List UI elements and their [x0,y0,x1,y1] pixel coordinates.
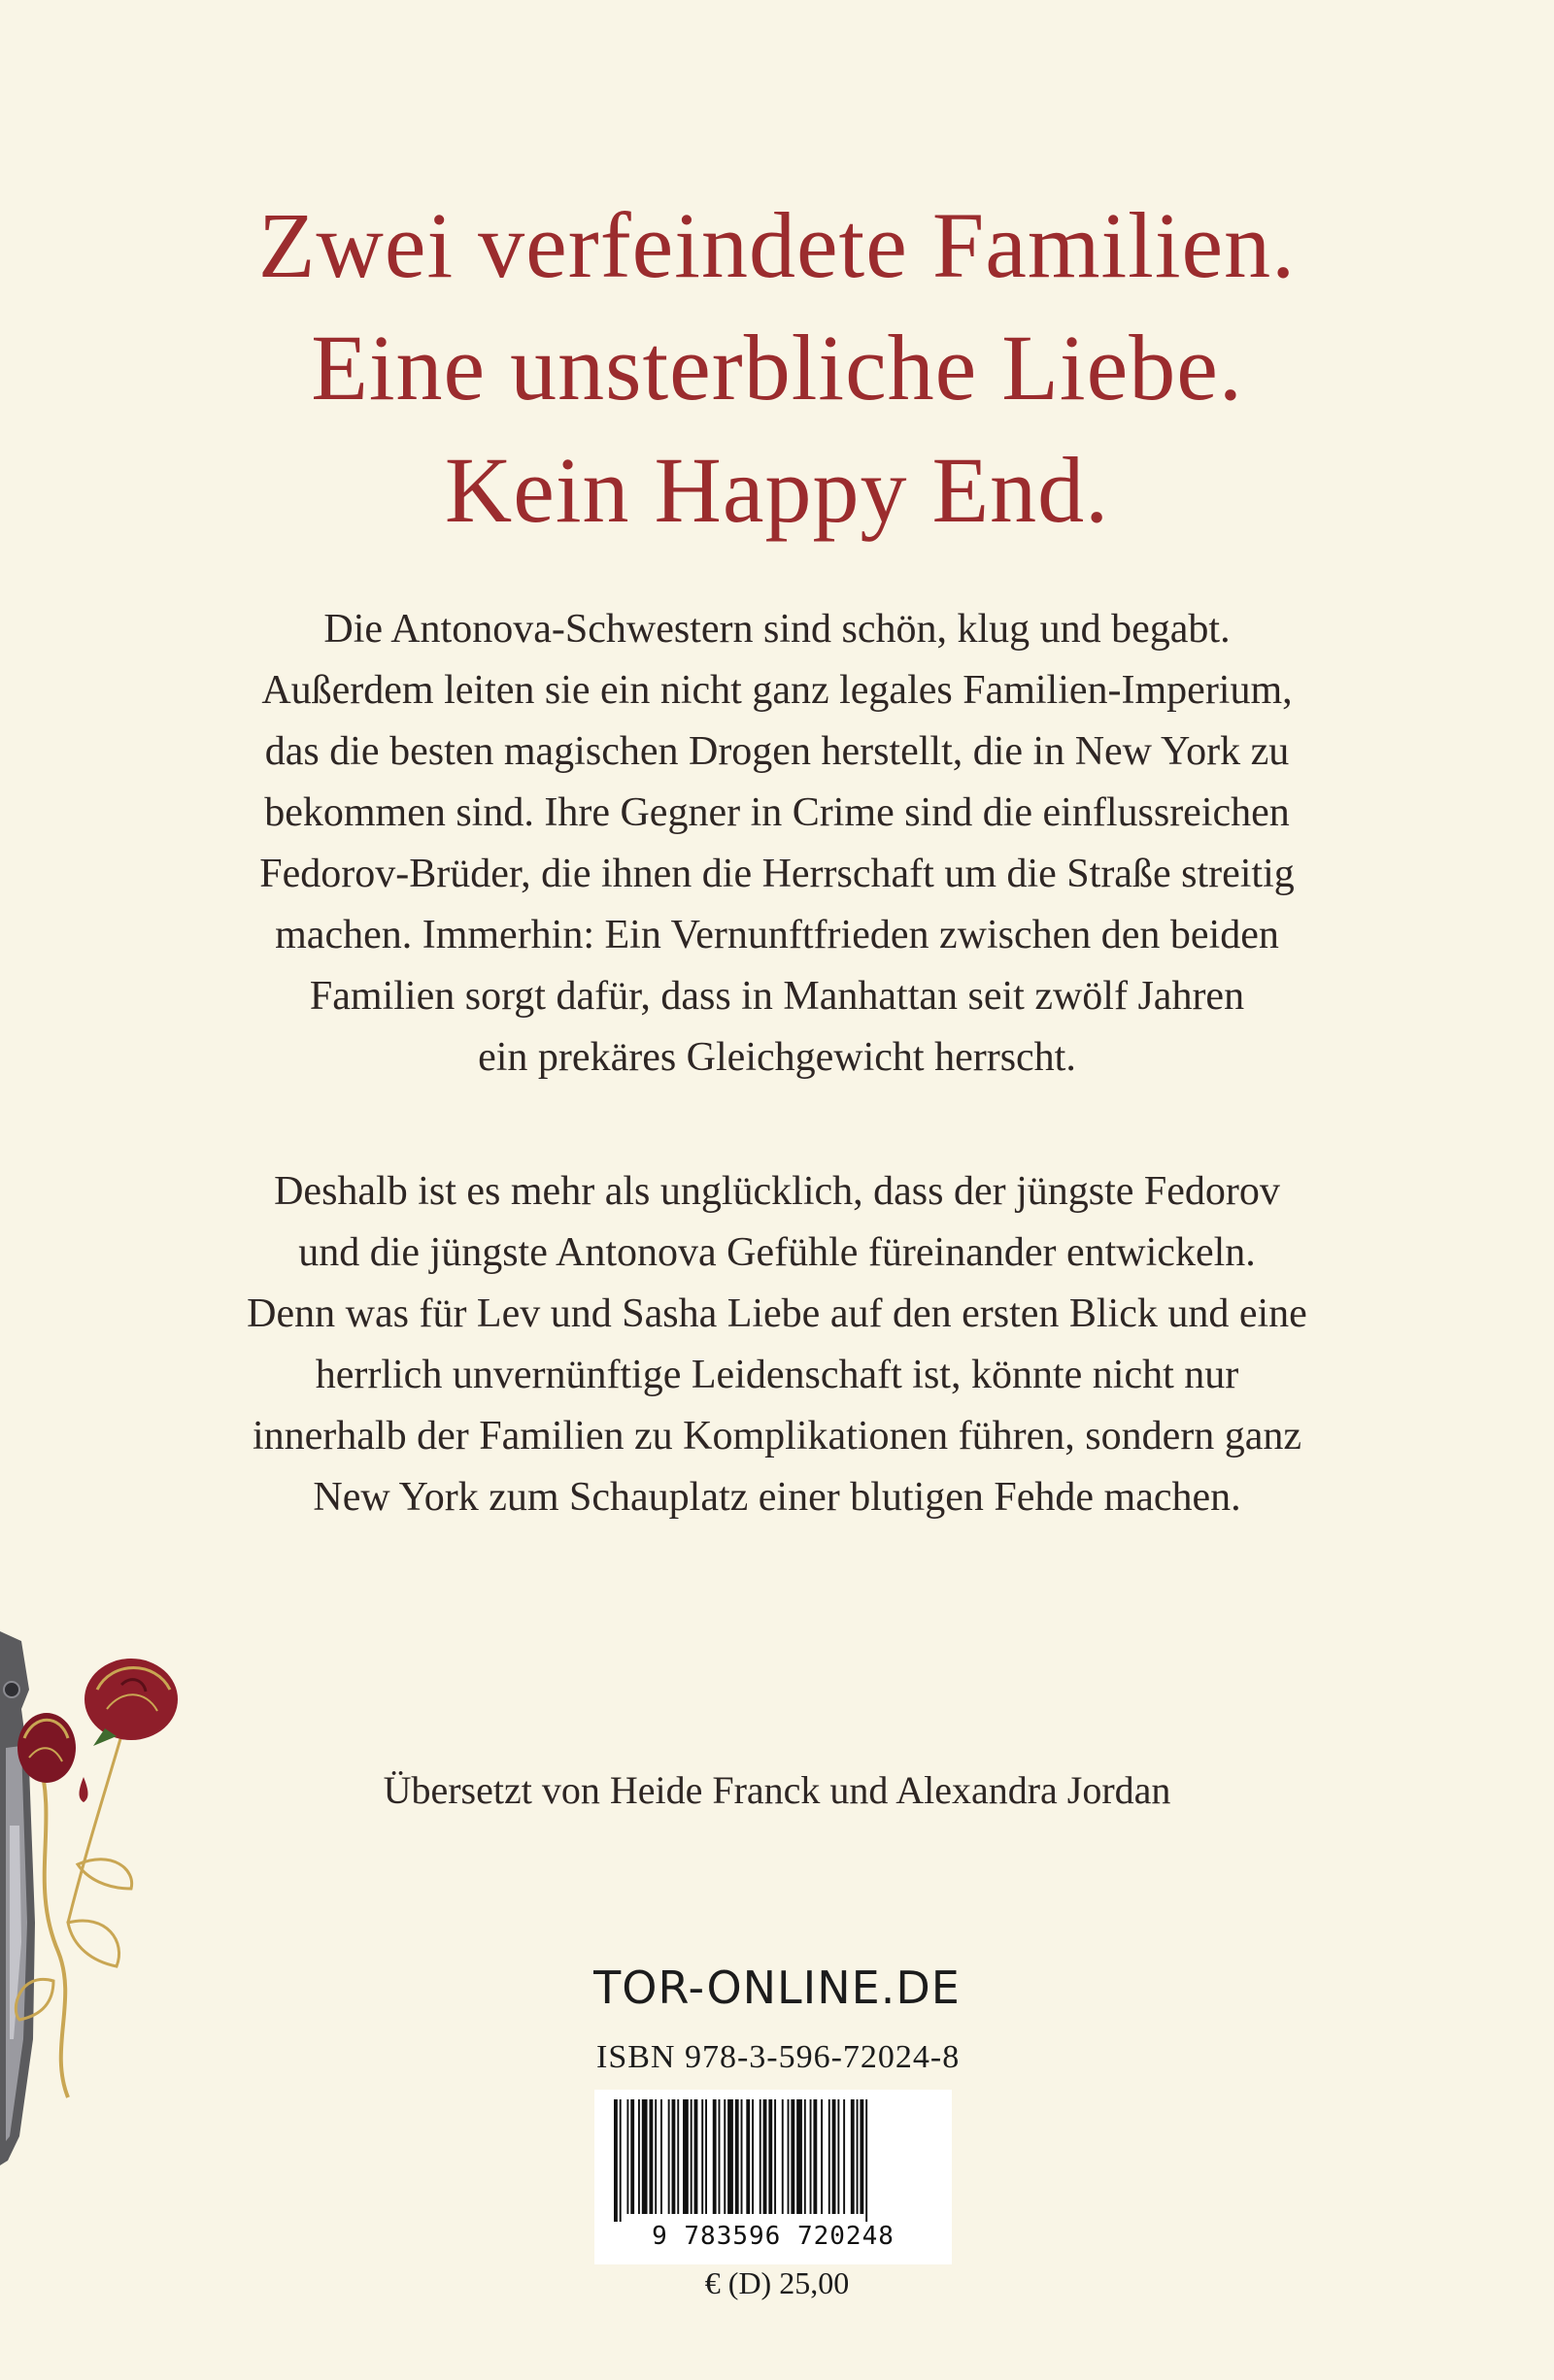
isbn-label: ISBN 978-3-596-72024-8 [596,2039,961,2075]
blurb-line: innerhalb der Familien zu Komplikationen führen, sondern ganz [252,1414,1302,1458]
blurb-line: New York zum Schauplatz einer blutigen Fehde machen. [313,1475,1241,1520]
blurb-line: machen. Immerhin: Ein Vernunftfrieden zwischen den beiden [275,913,1279,957]
translator-credit: Übersetzt von Heide Franck und Alexandra Jordan [383,1768,1171,1812]
blurb-line: Deshalb ist es mehr als unglücklich, dass der jüngste Fedorov [274,1169,1280,1214]
headline-line: Kein Happy End. [444,438,1110,542]
barcode-digits: 9 783596 720248 [652,2222,895,2251]
blurb-line: ein prekäres Gleichgewicht herrscht. [478,1035,1076,1080]
barcode-bars [608,2099,938,2222]
blurb-line: das die besten magischen Drogen herstellt, die in New York zu [264,729,1290,774]
blurb-line: Die Antonova-Schwestern sind schön, klug und begabt. [323,607,1231,652]
headline-line: Eine unsterbliche Liebe. [311,316,1243,419]
headline-line: Zwei verfeindete Familien. [257,193,1297,297]
headline [0,184,1554,552]
blurb-line: Außerdem leiten sie ein nicht ganz legales Familien-Imperium, [261,668,1293,713]
dagger-roses-illustration [0,1631,204,2179]
blurb-paragraph-1 [165,599,1389,1089]
blurb-paragraph-2 [165,1161,1389,1528]
blurb-line: und die jüngste Antonova Gefühle füreinander entwickeln. [298,1230,1256,1275]
blurb-line: herrlich unvernünftige Leidenschaft ist, könnte nicht nur [315,1353,1239,1397]
barcode [594,2090,952,2264]
dagger-roses-icon [0,1631,204,2175]
blurb-line: bekommen sind. Ihre Gegner in Crime sind die einflussreichen [264,790,1290,835]
publisher-website: TOR-ONLINE.DE [593,1961,961,2014]
blurb-line: Fedorov-Brüder, die ihnen die Herrschaft um die Straße streitig [259,852,1295,896]
price-label: € (D) 25,00 [704,2265,850,2300]
blurb-line: Familien sorgt dafür, dass in Manhattan seit zwölf Jahren [309,974,1245,1019]
blurb-line: Denn was für Lev und Sasha Liebe auf den ersten Blick und eine [247,1291,1307,1336]
